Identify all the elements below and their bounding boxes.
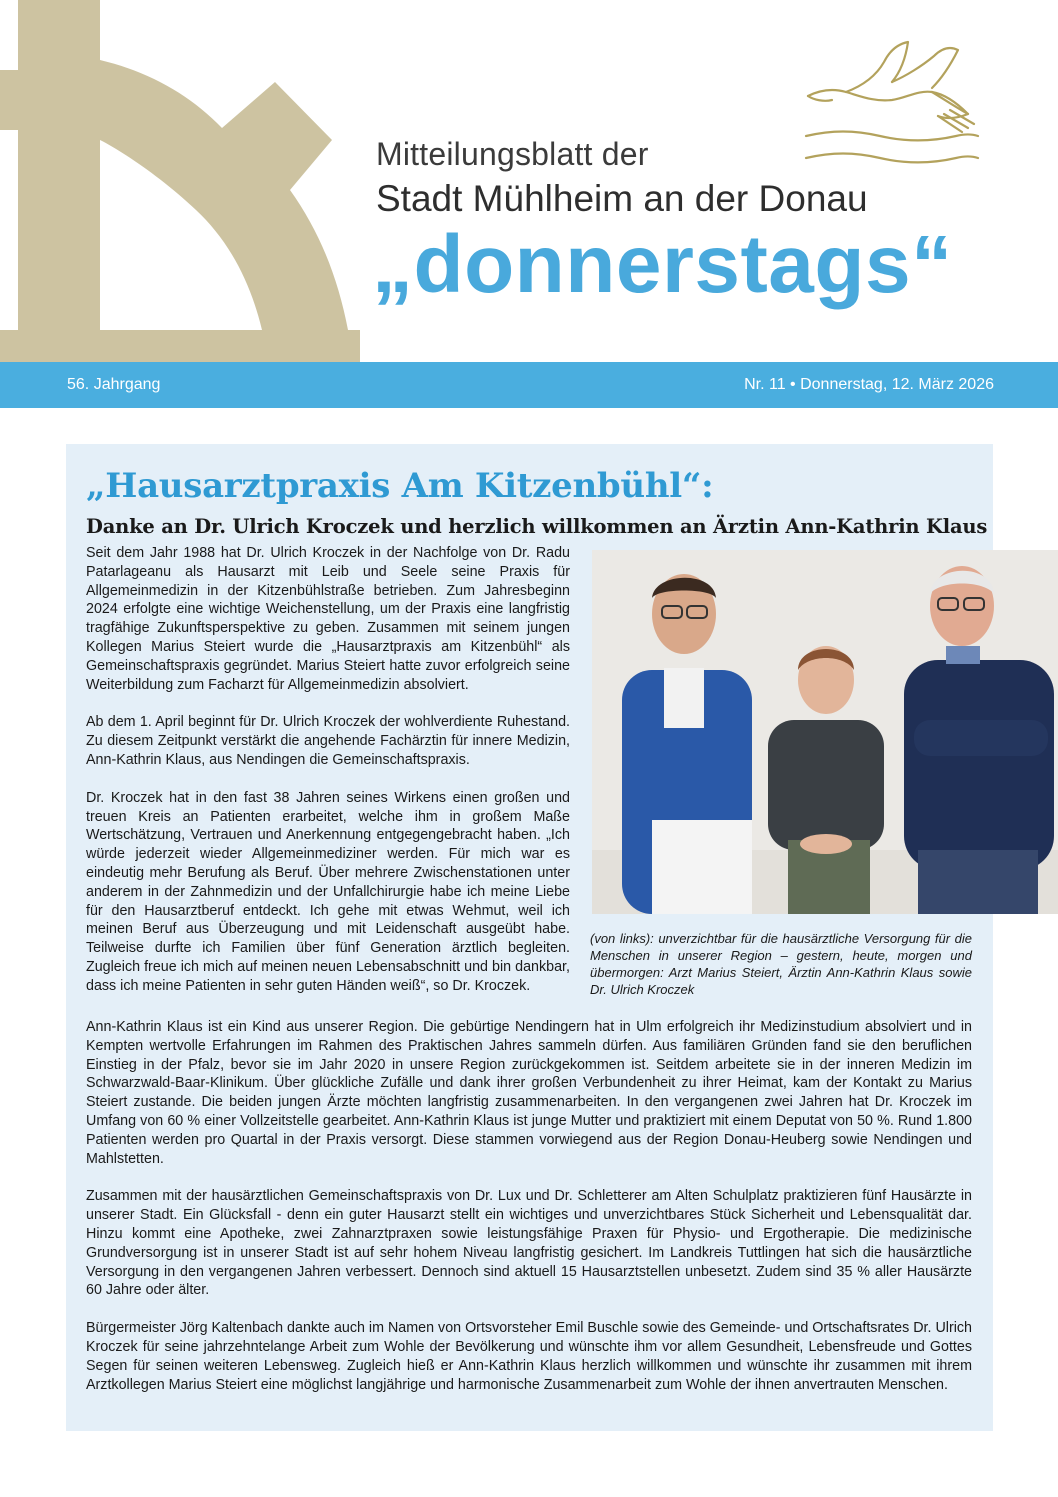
paragraph: Bürgermeister Jörg Kaltenbach dankte auch im Namen von Ortsvorsteher Emil Buschle sowie des Gemeinde- und Ortschaftsrates Dr. Ulrich Kroczek für seine jahrzehntelange Arbeit zum Wohle der Bevölkerung und wünschte ihm vor allem Gesundheit, Lebensfreude und Gottes Segen für seinen weiteren Lebensweg. Zugleich hieß er Ann-Kathrin Klaus herzlich willkommen und wünschte ihr zusammen mit ihrem Arztkollegen Marius Steiert eine möglichst langjährige und harmonische Zusammenarbeit zum Wohle der ihnen anvertrauten Menschen. bbox=[86, 1320, 972, 1393]
photo-caption: (von links): unverzichtbar für die hausärztliche Versorgung für die Menschen in unserer Region – gestern, heute, morgen und übermorgen: Arzt Marius Steiert, Ärztin Ann-Kathrin Klaus sowie Dr. Ulrich Kroczek bbox=[590, 931, 972, 997]
article-panel bbox=[66, 444, 993, 1431]
article-headline: „Hausarztpraxis Am Kitzenbühl“: bbox=[86, 466, 714, 506]
paragraph: Dr. Kroczek hat in den fast 38 Jahren seines Wirkens einen großen und treuen Kreis an Patienten erarbeitet, welche ihm in großem Maße Wertschätzung, Vertrauen und Anerkennung entgegengebracht haben. „Ich würde jederzeit wieder Allgemeinmediziner werden. Für mich war es eindeutig mehr Berufung als Beruf. Über mehrere Zwischenstationen unter anderem in der Zahnmedizin und der Unfallchirurgie habe ich meine Liebe für den Hausarztberuf entdeckt. Ich gehe mit etwas Wehmut, weil ich meinen Beruf aus Überzeugung und mit Leidenschaft ausgeübt habe. Teilweise durfte ich Familien über fünf Generation ärztlich begleiten. Zugleich freue ich mich auf meinen neuen Lebensabschnitt und bin dankbar, dass ich meine Patienten in sehr guten Händen weiß“, so Dr. Kroczek. bbox=[86, 789, 570, 994]
masthead-title: „donnerstags“ bbox=[372, 219, 953, 310]
masthead-city: Stadt Mühlheim an der Donau bbox=[376, 178, 868, 219]
article-column bbox=[86, 544, 570, 1015]
issue-number-date: Nr. 11 • Donnerstag, 12. März 2026 bbox=[744, 376, 994, 393]
masthead-subtitle: Mitteilungsblatt der bbox=[376, 136, 649, 172]
issue-bar bbox=[0, 362, 1058, 408]
paragraph: Zusammen mit der hausärztlichen Gemeinschaftspraxis von Dr. Lux und Dr. Schletterer am Alten Schulplatz praktizieren fünf Hausärzte in unserer Stadt. Ein Glücksfall - denn ein guter Hausarzt stellt ein wichtiges und unverzichtbares Stück Sicherheit und Lebensqualität dar. Hinzu kommt eine Apotheke, zwei Zahnarztpraxen sowie leistungsfähige Praxen für Physio- und Ergotherapie. Die medizinische Grundversorgung ist in unserer Stadt ist auf sehr hohem Niveau langfristig gesichert. Im Landkreis Tuttlingen hat sich die hausärztliche Versorgung in den vergangenen Jahren verbessert. Dennoch sind aktuell 15 Hausarztstellen unbesetzt. Zudem sind 35 % aller Hausärzte 60 Jahre oder älter. bbox=[86, 1188, 972, 1299]
goose-logo-icon bbox=[802, 36, 982, 172]
paragraph: Ann-Kathrin Klaus ist ein Kind aus unserer Region. Die gebürtige Nendingern hat in Ulm erfolgreich ihr Medizinstudium absolviert und in Kempten wertvolle Erfahrungen im Rahmen des Praktischen Jahres sammeln dürfen. Aus familiären Gründen fand sie den beruflichen Einstieg in der Pfalz, bevor sie im Jahr 2020 in unsere Region zurückgekommen ist. Seitdem arbeitete sie in der inneren Medizin im Schwarzwald-Baar-Klinikum. Über glückliche Zufälle und dank ihrer großen Verbundenheit zu ihrer Heimat, kam der Kontakt zu Marius Steiert zustande. Die beiden jungen Ärzte möchten langfristig zusammenarbeiten. In den vergangenen zwei Jahren hat Dr. Kroczek im Umfang von 60 % einer Vollzeitstelle gearbeitet. Ann-Kathrin Klaus ist junge Mutter und praktiziert mit einem Deputat von 50 %. Rund 1.800 Patienten werden pro Quartal in der Praxis versorgt. Diese stammen vorwiegend aus der Region Donau-Heuberg sowie Nendingen und Mahlstetten. bbox=[86, 1019, 972, 1167]
gear-emblem-icon bbox=[0, 0, 360, 362]
article-subheadline: Danke an Dr. Ulrich Kroczek und herzlich willkommen an Ärztin Ann-Kathrin Klaus bbox=[86, 515, 988, 538]
paragraph: Ab dem 1. April beginnt für Dr. Ulrich Kroczek der wohlverdiente Ruhestand. Zu diesem Zeitpunkt verstärkt die angehende Fachärztin für innere Medizin, Ann-Kathrin Klaus, aus Nendingen die Gemeinschaftspraxis. bbox=[86, 714, 570, 768]
article-photo bbox=[592, 550, 1058, 914]
issue-volume: 56. Jahrgang bbox=[67, 376, 161, 393]
paragraph: Seit dem Jahr 1988 hat Dr. Ulrich Kroczek in der Nachfolge von Dr. Radu Patarlageanu als Hausarzt mit Leib und Seele seine Praxis für Allgemeinmedizin in der Kitzenbühlstraße betrieben. Zum Jahresbeginn 2024 erfolgte eine wichtige Weichenstellung, um der Praxis eine langfristig tragfähige Zukunftsperspektive zu geben. Zusammen mit seinem jungen Kollegen Marius Steiert wurde die „Hausarztpraxis am Kitzenbühl“ als Gemeinschaftspraxis gegründet. Marius Steiert hatte zuvor erfolgreich seine Weiterbildung zum Facharzt für Allgemeinmedizin absolviert. bbox=[86, 545, 570, 693]
article-body bbox=[86, 1018, 972, 1413]
